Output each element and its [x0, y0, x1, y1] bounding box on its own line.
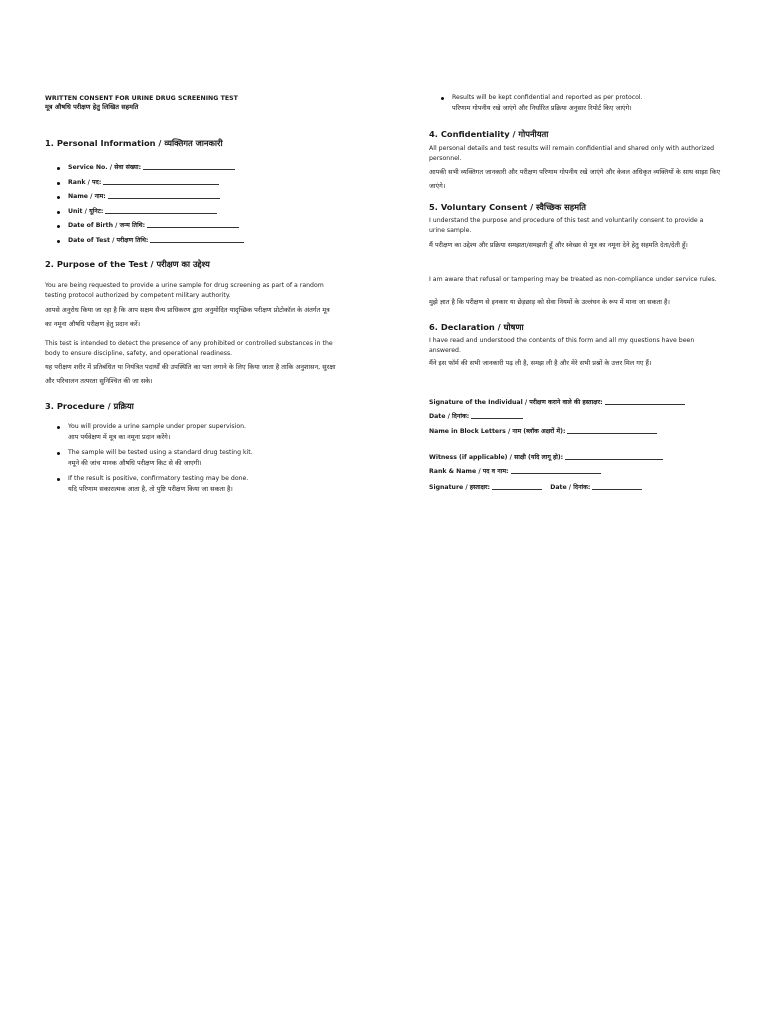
document-title: WRITTEN CONSENT FOR URINE DRUG SCREENING TEST — [45, 95, 238, 102]
signature-date-field[interactable]: Date / दिनांक: — [429, 410, 523, 422]
field-rank[interactable]: Rank / पद: — [57, 176, 244, 191]
procedure-item: Results will be kept confidential and reported as per protocol. परिणाम गोपनीय रखे जाएंगे और निर्धारित प्रक्रिया अनुसार रिपोर्ट किए जाएंगे। — [441, 93, 732, 114]
fill-line — [605, 396, 685, 405]
fill-line — [592, 481, 642, 490]
document-subtitle: मूत्र औषधि परीक्षण हेतु लिखित सहमति — [45, 103, 139, 111]
declaration-hi: मैंने इस फॉर्म की सभी जानकारी पढ़ ली है, समझ ली है और मेरे सभी प्रश्नों के उत्तर मिल गए हैं। — [429, 359, 652, 367]
fill-line — [492, 481, 542, 490]
fill-line — [471, 410, 523, 419]
field-name[interactable]: Name / नाम: — [57, 190, 244, 205]
fill-line — [105, 205, 217, 214]
voluntary-paragraph-2-en: I am aware that refusal or tampering may be treated as non-compliance under service rules. — [429, 276, 717, 283]
voluntary-paragraph-1-en: I understand the purpose and procedure of this test and voluntarily consent to provide a urine sample. — [429, 217, 704, 234]
procedure-item: The sample will be tested using a standard drug testing kit. नमूने की जांच मानक औषधि परीक्षण किट से की जाएगी। — [57, 448, 348, 469]
voluntary-paragraph-2-hi: मुझे ज्ञात है कि परीक्षण से इनकार या छेड़छाड़ को सेवा नियमों के उल्लंघन के रूप में माना जा सकता है। — [429, 298, 670, 306]
declaration-en: I have read and understood the contents of this form and all my questions have been answered. — [429, 337, 695, 354]
field-unit[interactable]: Unit / यूनिट: — [57, 205, 244, 220]
field-service-no[interactable]: Service No. / सेवा संख्या: — [57, 161, 244, 176]
witness-signature-date-field[interactable]: Signature / हस्ताक्षर: Date / दिनांक: — [429, 481, 642, 493]
field-date-of-test[interactable]: Date of Test / परीक्षण तिथि: — [57, 234, 244, 249]
fill-line — [103, 176, 219, 185]
signature-individual-field[interactable]: Signature of the Individual / परीक्षण कराने वाले की हस्ताक्षर: — [429, 396, 685, 408]
fill-line — [511, 465, 601, 474]
field-date-of-birth[interactable]: Date of Birth / जन्म तिथि: — [57, 219, 244, 234]
voluntary-paragraph-1-hi: मैं परीक्षण का उद्देश्य और प्रक्रिया समझता/समझती हूँ और स्वेच्छा से मूत्र का नमूना देने हेतु सहमति देता/देती हूँ। — [429, 241, 688, 249]
fill-line — [150, 234, 244, 243]
witness-rank-name-field[interactable]: Rank & Name / पद व नाम: — [429, 465, 601, 477]
confidentiality-hi: आपकी सभी व्यक्तिगत जानकारी और परीक्षण परिणाम गोपनीय रखे जाएंगे और केवल अधिकृत व्यक्तियों के साथ साझा किए जाएंगे। — [429, 168, 721, 190]
procedure-item: You will provide a urine sample under proper supervision. आप पर्यवेक्षण में मूत्र का नमूना प्रदान करेंगे। — [57, 422, 348, 443]
witness-field[interactable]: Witness (if applicable) / साक्षी (यदि लागू हो): — [429, 451, 663, 463]
fill-line — [108, 190, 220, 199]
confidentiality-en: All personal details and test results will remain confidential and shared only with authorized personnel. — [429, 145, 715, 162]
fill-line — [565, 451, 663, 460]
section-heading-procedure: 3. Procedure / प्रक्रिया — [45, 401, 134, 411]
procedure-item: If the result is positive, confirmatory testing may be done. यदि परिणाम सकारात्मक आता है, तो पुष्टि परीक्षण किया जा सकता है। — [57, 474, 348, 495]
purpose-paragraph-2-hi: यह परीक्षण शरीर में प्रतिबंधित या नियंत्रित पदार्थों की उपस्थिति का पता लगाने के लिए किया जाता है ताकि अनुशासन, सुरक्षा और परिचालन तत्परता सुनिश्चित की जा सके। — [45, 363, 336, 385]
purpose-paragraph-1-hi: आपसे अनुरोध किया जा रहा है कि आप सक्षम सैन्य प्राधिकरण द्वारा अनुमोदित यादृच्छिक परीक्षण प्रोटोकॉल के अंतर्गत मूत्र का नमूना औषधि परीक्षण हेतु प्रदान करें। — [45, 306, 330, 328]
section-heading-purpose: 2. Purpose of the Test / परीक्षण का उद्देश्य — [45, 259, 210, 269]
name-block-letters-field[interactable]: Name in Block Letters / नाम (ब्लॉक अक्षरों में): — [429, 425, 657, 437]
fill-line — [147, 219, 239, 228]
fill-line — [143, 161, 235, 170]
purpose-paragraph-2-en: This test is intended to detect the presence of any prohibited or controlled substances in the body to ensure discipline, safety, and operational readiness. — [45, 340, 333, 357]
section-heading-voluntary-consent: 5. Voluntary Consent / स्वैच्छिक सहमति — [429, 202, 587, 212]
personal-info-fields — [57, 161, 244, 249]
fill-line — [567, 425, 657, 434]
section-heading-confidentiality: 4. Confidentiality / गोपनीयता — [429, 129, 549, 139]
section-heading-personal-info: 1. Personal Information / व्यक्तिगत जानकारी — [45, 138, 223, 148]
purpose-paragraph-1-en: You are being requested to provide a urine sample for drug screening as part of a random testing protocol authorized by competent military authority. — [45, 282, 324, 299]
section-heading-declaration: 6. Declaration / घोषणा — [429, 322, 524, 332]
